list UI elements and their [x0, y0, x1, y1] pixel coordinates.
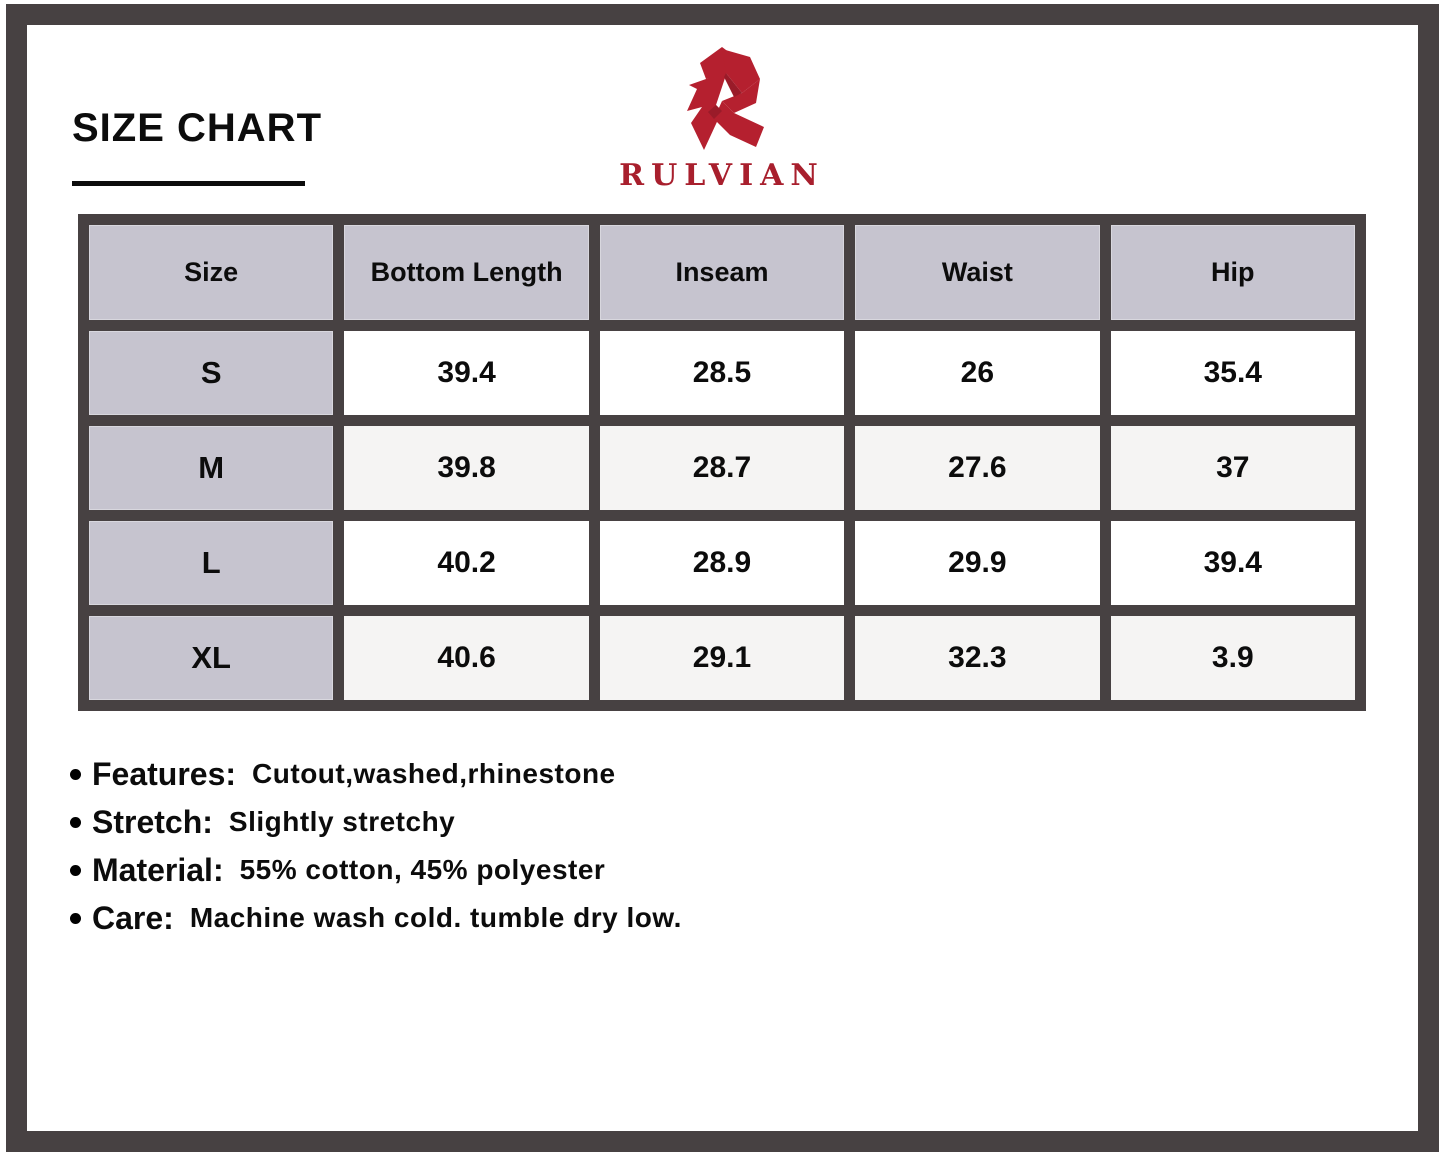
cell-value: 29.9 — [855, 521, 1099, 605]
cell-value: 29.1 — [600, 616, 844, 700]
detail-label: Stretch: — [92, 803, 213, 840]
bullet-icon — [70, 769, 81, 780]
column-header-size: Size — [89, 225, 333, 320]
cell-value: 28.5 — [600, 331, 844, 415]
size-label: L — [89, 521, 333, 605]
cell-value: 39.8 — [344, 426, 588, 510]
detail-label: Care: — [92, 899, 174, 936]
title-underline — [72, 181, 305, 186]
bullet-icon — [70, 817, 81, 828]
column-header-hip: Hip — [1111, 225, 1355, 320]
bullet-icon — [70, 913, 81, 924]
cell-value: 26 — [855, 331, 1099, 415]
cell-value: 28.7 — [600, 426, 844, 510]
list-item — [70, 750, 682, 798]
column-header-bottom-length: Bottom Length — [344, 225, 588, 320]
detail-label: Features: — [92, 755, 237, 792]
size-label: S — [89, 331, 333, 415]
cell-value: 35.4 — [1111, 331, 1355, 415]
column-header-waist: Waist — [855, 225, 1099, 320]
list-item — [70, 846, 682, 894]
size-chart-table — [78, 214, 1366, 711]
table-header-row — [89, 225, 1355, 320]
table-row — [89, 521, 1355, 605]
product-details-list — [70, 750, 682, 942]
detail-label: Material: — [92, 851, 224, 888]
bullet-icon — [70, 865, 81, 876]
table-row — [89, 331, 1355, 415]
list-item — [70, 798, 682, 846]
detail-value: Slightly stretchy — [228, 806, 456, 837]
table-row — [89, 616, 1355, 700]
size-label: XL — [89, 616, 333, 700]
cell-value: 39.4 — [344, 331, 588, 415]
table-row — [89, 426, 1355, 510]
size-label: M — [89, 426, 333, 510]
list-item — [70, 894, 682, 942]
detail-value: 55% cotton, 45% polyester — [239, 854, 606, 885]
page-title: SIZE CHART — [72, 106, 322, 150]
detail-value: Cutout,washed,rhinestone — [252, 758, 616, 789]
rulvian-r-logo-icon — [674, 46, 770, 152]
cell-value: 32.3 — [855, 616, 1099, 700]
cell-value: 39.4 — [1111, 521, 1355, 605]
brand-logo — [602, 46, 842, 193]
cell-value: 3.9 — [1111, 616, 1355, 700]
cell-value: 40.6 — [344, 616, 588, 700]
cell-value: 27.6 — [855, 426, 1099, 510]
detail-value: Machine wash cold. tumble dry low. — [189, 902, 682, 933]
brand-wordmark: RULVIAN — [619, 158, 825, 193]
cell-value: 28.9 — [600, 521, 844, 605]
cell-value: 37 — [1111, 426, 1355, 510]
column-header-inseam: Inseam — [600, 225, 844, 320]
cell-value: 40.2 — [344, 521, 588, 605]
